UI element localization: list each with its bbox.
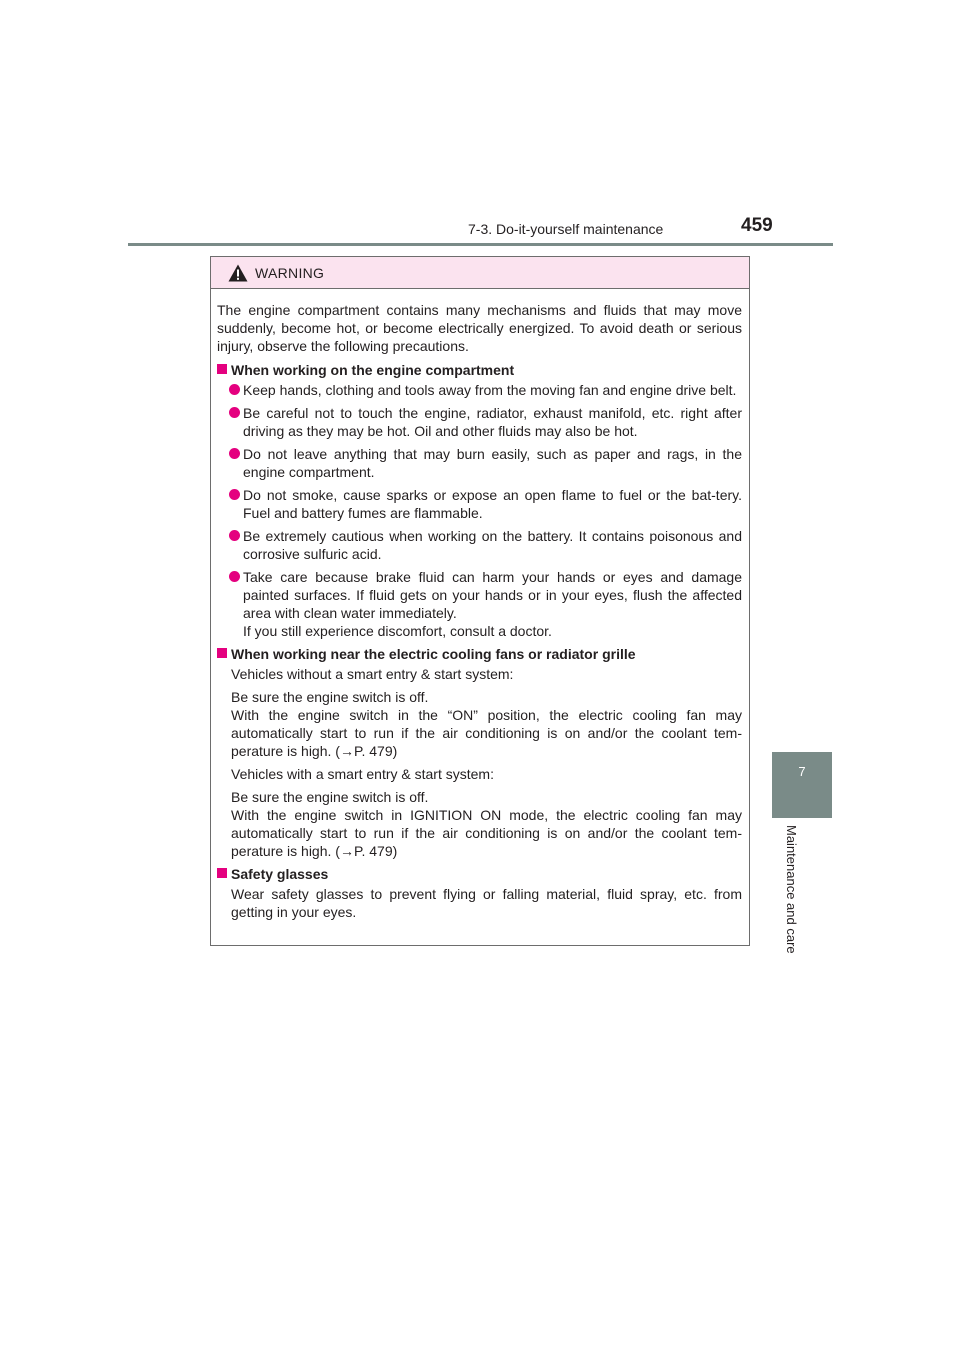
circle-bullet-icon — [229, 448, 240, 459]
circle-bullet-icon — [229, 407, 240, 418]
square-bullet-icon — [217, 648, 227, 658]
without-smart-entry-label: Vehicles without a smart entry & start system: — [231, 666, 514, 682]
chapter-tab[interactable] — [772, 752, 832, 818]
warning-intro: The engine compartment contains many mechanisms and fluids that may move suddenly, become hot, or become electrically energized. To avoid death or serious injury, observe the following precautions. — [217, 302, 742, 354]
square-bullet-icon — [217, 868, 227, 878]
header-rule — [128, 243, 833, 246]
warning-triangle-icon — [228, 264, 248, 282]
with-smart-entry-text: Be sure the engine switch is off. With the engine switch in IGNITION ON mode, the electric cooling fan may automatically start to run if the air conditioning is on and/or the coolant tem-perature is high. (→P. 479) — [231, 789, 742, 859]
circle-bullet-icon — [229, 530, 240, 541]
circle-bullet-icon — [229, 384, 240, 395]
list-item: Do not leave anything that may burn easily, such as paper and rags, in the engine compartment. — [217, 445, 742, 481]
chapter-number: 7 — [798, 764, 806, 779]
safety-glasses-text: Wear safety glasses to prevent flying or falling material, fluid spray, etc. from getting in your eyes. — [231, 886, 742, 920]
circle-bullet-icon — [229, 489, 240, 500]
list-item: Keep hands, clothing and tools away from the moving fan and engine drive belt. — [217, 381, 742, 399]
running-header-section: 7-3. Do-it-yourself maintenance — [468, 221, 664, 237]
with-smart-entry-label: Vehicles with a smart entry & start system: — [231, 766, 494, 782]
section-heading-engine-compartment: When working on the engine compartment — [217, 361, 742, 379]
warning-body — [211, 289, 749, 921]
chapter-title: Maintenance and care — [784, 825, 799, 954]
list-item: Do not smoke, cause sparks or expose an open flame to fuel or the bat-tery. Fuel and battery fumes are flammable. — [217, 486, 742, 522]
section-heading-cooling-fans: When working near the electric cooling fans or radiator grille — [217, 645, 742, 663]
list-item: Be careful not to touch the engine, radiator, exhaust manifold, etc. right after driving as they may be hot. Oil and other fluids may also be hot. — [217, 404, 742, 440]
circle-bullet-icon — [229, 571, 240, 582]
chapter-title-vertical — [784, 825, 812, 975]
page-number: 459 — [741, 215, 773, 236]
warning-title: WARNING — [255, 265, 325, 281]
list-item: Be extremely cautious when working on the battery. It contains poisonous and corrosive sulfuric acid. — [217, 527, 742, 563]
section-heading-safety-glasses: Safety glasses — [217, 865, 742, 883]
square-bullet-icon — [217, 364, 227, 374]
warning-header — [211, 257, 749, 289]
warning-box — [210, 256, 750, 946]
without-smart-entry-text: Be sure the engine switch is off. With the engine switch in the “ON” position, the electric cooling fan may automatically start to run if the air conditioning is on and/or the coolant tem-perature is high. (→P. 479) — [231, 689, 742, 759]
list-item: Take care because brake fluid can harm your hands or eyes and damage painted surfaces. If fluid gets on your hands or in your eyes, flush the affected area with clean water immediately. If you still experience discomfort, consult a doctor. — [217, 568, 742, 640]
